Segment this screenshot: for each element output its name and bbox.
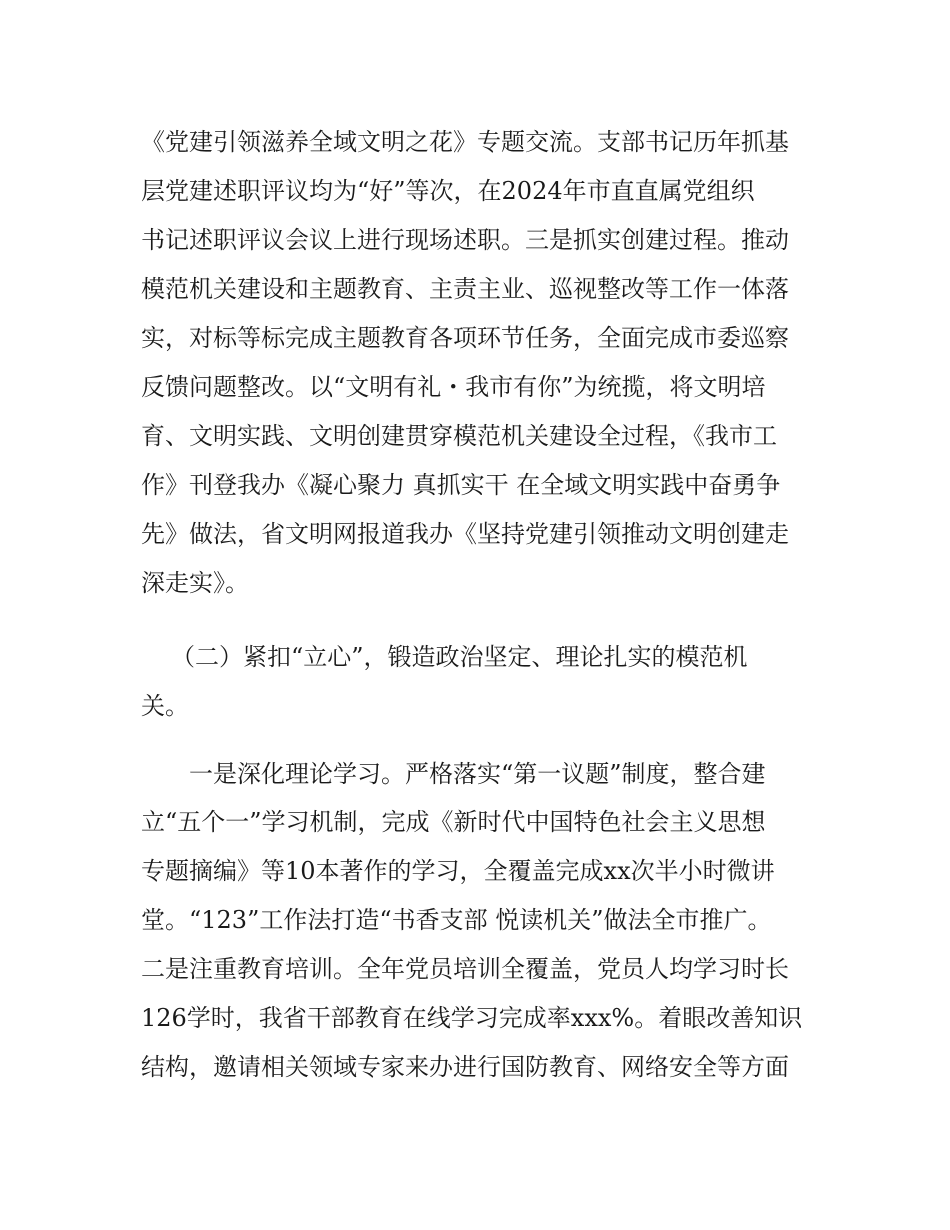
text-line-9: 先》做法，省文明网报道我办《坚持党建引领推动文明创建走	[141, 520, 789, 548]
text-line-14: 立“五个一”学习机制，完成《新时代中国特色社会主义思想	[141, 808, 766, 836]
text-line-10: 深走实》。	[141, 569, 249, 597]
text-line-16: 堂。“123”工作法打造“书香支部 悦读机关”做法全市推广。	[141, 906, 772, 934]
text-line-5: 实，对标等标完成主题教育各项环节任务，全面完成市委巡察	[141, 324, 789, 352]
section-heading: （二）紧扣“立心”，锻造政治坚定、理论扎实的模范机	[171, 643, 748, 671]
text-line-4: 模范机关建设和主题教育、主责主业、巡视整改等工作一体落	[141, 275, 789, 303]
text-line-15: 专题摘编》等10本著作的学习，全覆盖完成xx次半小时微讲	[141, 857, 775, 885]
section-heading-cont: 关。	[141, 692, 189, 720]
text-line-19: 结构，邀请相关领域专家来办进行国防教育、网络安全等方面	[141, 1053, 789, 1081]
text-line-18: 126学时，我省干部教育在线学习完成率xxx%。着眼改善知识	[141, 1004, 803, 1032]
text-line-7: 育、文明实践、文明创建贯穿模范机关建设全过程，《我市工	[141, 422, 777, 450]
text-line-2: 层党建述职评议均为“好”等次，在2024年市直直属党组织	[141, 177, 755, 205]
text-line-17: 二是注重教育培训。全年党员培训全覆盖，党员人均学习时长	[141, 955, 789, 983]
text-line-6: 反馈问题整改。以“文明有礼・我市有你”为统揽，将文明培	[141, 373, 766, 401]
text-line-13: 一是深化理论学习。严格落实“第一议题”制度，整合建	[189, 760, 766, 788]
text-line-8: 作》刊登我办《凝心聚力 真抓实干 在全域文明实践中奋勇争	[141, 471, 781, 499]
text-line-1: 《党建引领滋养全域文明之花》专题交流。支部书记历年抓基	[141, 128, 789, 156]
text-line-3: 书记述职评议会议上进行现场述职。三是抓实创建过程。推动	[141, 226, 789, 254]
